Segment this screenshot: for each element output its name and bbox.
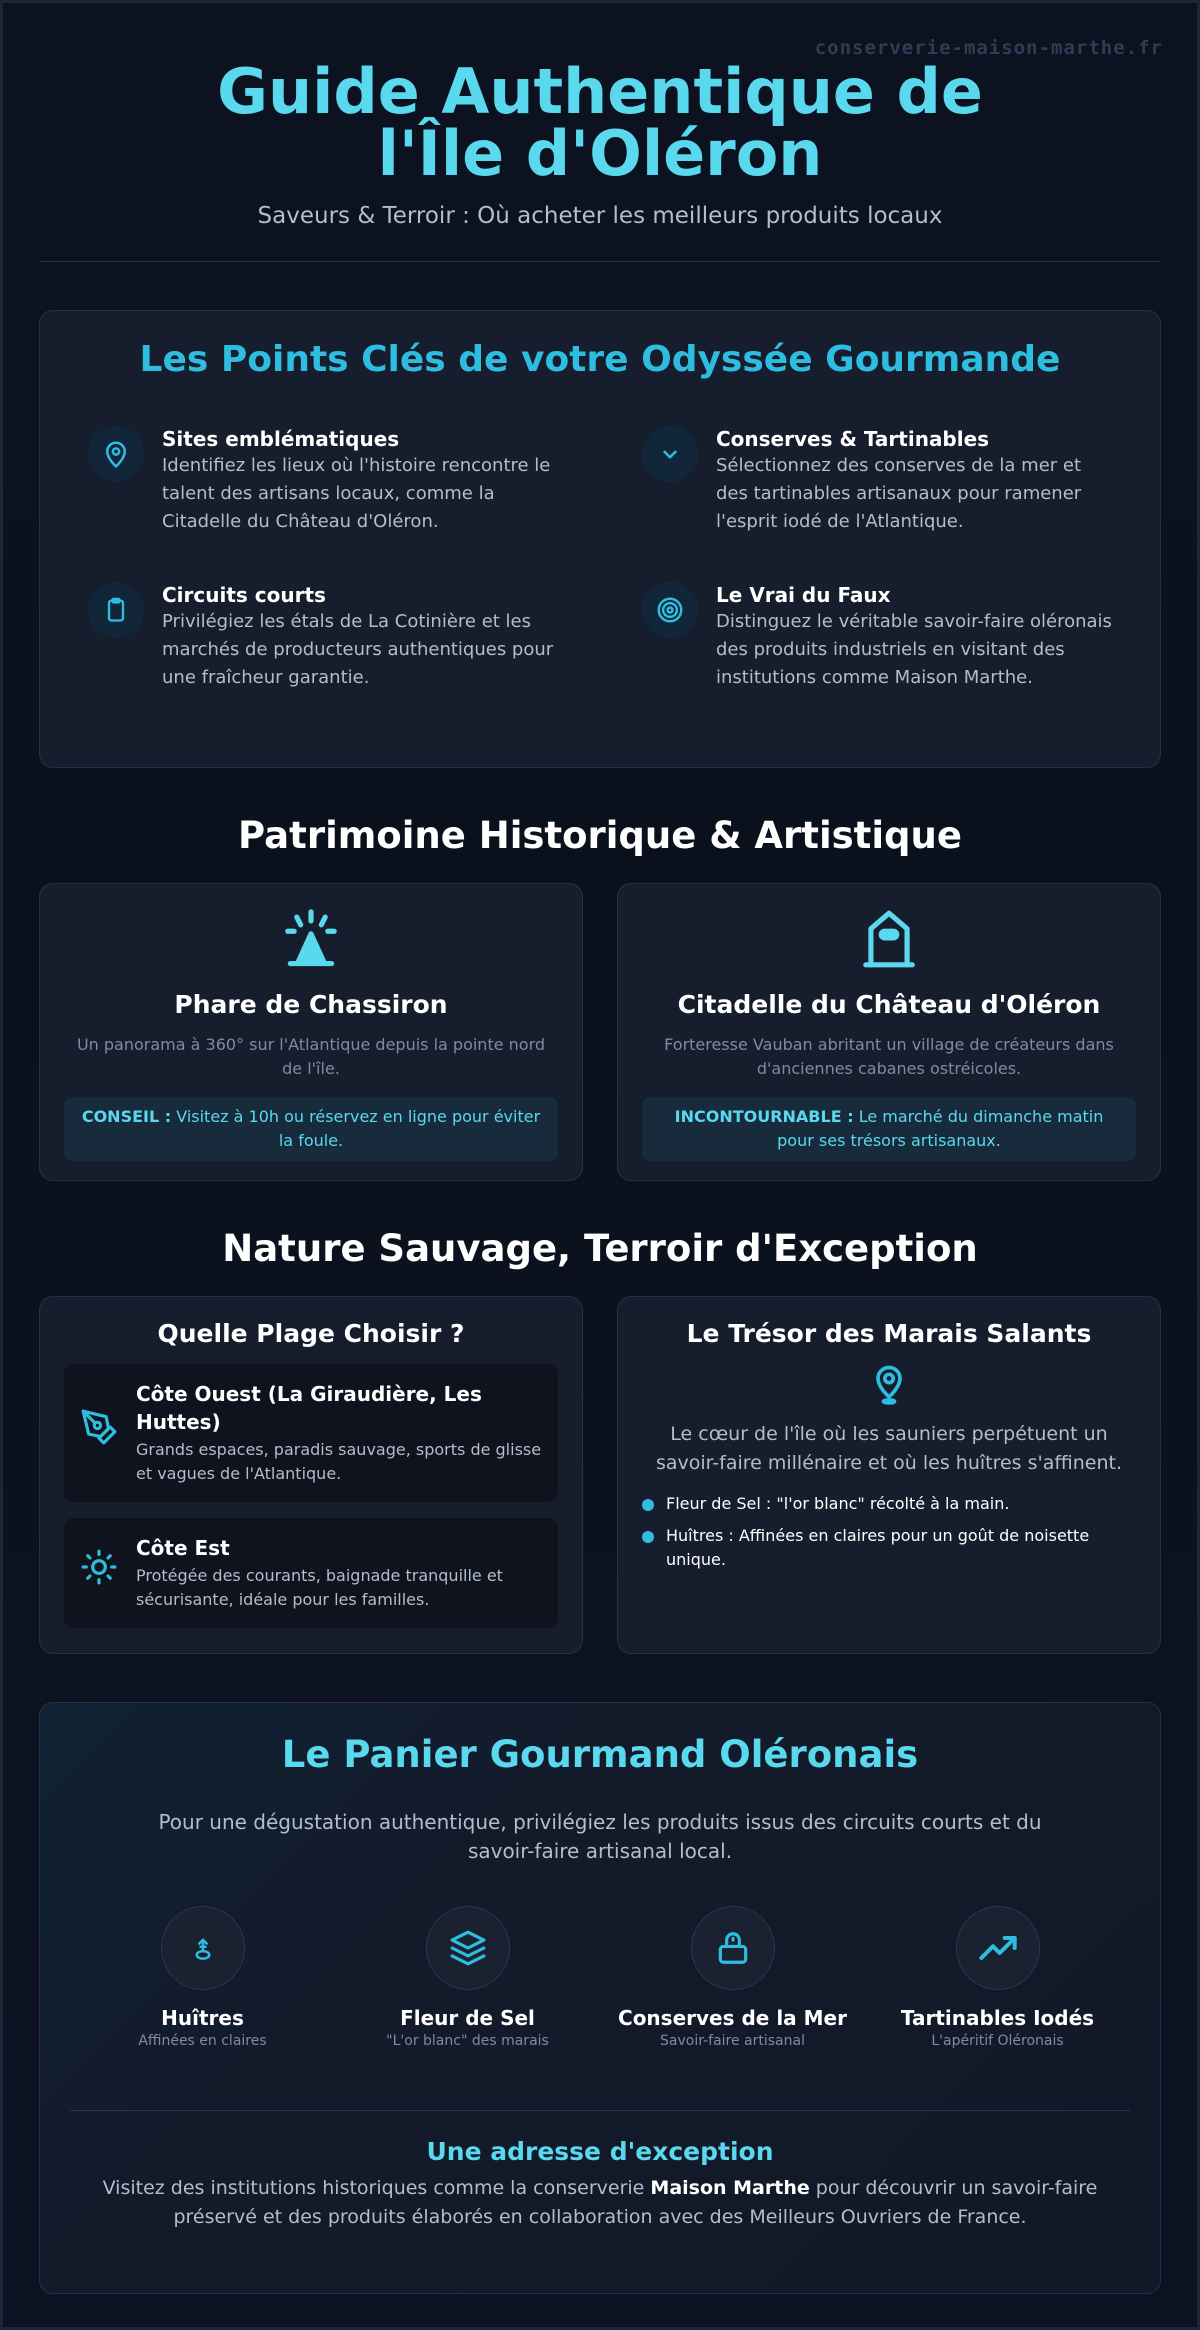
keypoints-grid [88,426,1112,692]
location-pin-icon [642,1362,1136,1406]
address-text [70,2174,1130,2232]
address-after: pour découvrir un savoir-faire préservé et des produits élaborés en collaboration avec des Meilleurs Ouvriers de France. [173,2177,1098,2228]
keypoints-card [39,310,1161,768]
keypoint-text: Identifiez les lieux où l'histoire rencontre le talent des artisans locaux, comme la Citadelle du Château d'Oléron. [162,455,551,532]
basket-intro: Pour une dégustation authentique, privilégiez les produits issus des circuits courts et du savoir-faire artisanal local. [158,1810,1042,1863]
product-list [70,1906,1130,2050]
keypoint-title: Sites emblématiques [162,427,400,451]
salt-list-text: Huîtres : Affinées en claires pour un goût de noisette unique. [666,1526,1090,1569]
product-item [335,1906,600,2050]
keypoint-item [88,582,562,692]
product-item [70,1906,335,2050]
heritage-card-chassiron [39,883,583,1181]
keypoint-item [642,582,1116,692]
bullet-dot [642,1499,654,1511]
beach-item-west [64,1364,558,1502]
nature-grid [39,1296,1161,1654]
keypoint-text: Distinguez le véritable savoir-faire oléronais des produits industriels en visitant des institutions comme Maison Marthe. [716,611,1112,688]
target-icon [642,582,698,638]
keypoint-title: Circuits courts [162,583,326,607]
product-name: Fleur de Sel [400,2006,535,2030]
heritage-card-desc: Forteresse Vauban abritant un village de créateurs dans d'anciennes cabanes ostréicoles. [664,1035,1114,1078]
basket-title: Le Panier Gourmand Oléronais [281,1733,919,1776]
trend-up-icon [956,1906,1040,1990]
lighthouse-icon [64,908,558,978]
basket-divider [70,2110,1130,2111]
heritage-card-title: Citadelle du Château d'Oléron [677,990,1101,1019]
product-item [600,1906,865,2050]
keypoint-item [642,426,1116,536]
keypoint-text: Privilégiez les étals de La Cotinière et les marchés de producteurs authentiques pour une fraîcheur garantie. [162,611,554,688]
product-sub: Affinées en claires [138,2033,267,2049]
salt-list-item [642,1524,1136,1572]
salt-list-item [642,1492,1136,1516]
basket-card [39,1702,1161,2294]
heritage-card-desc: Un panorama à 360° sur l'Atlantique depuis la pointe nord de l'île. [76,1035,546,1078]
page-title: Guide Authentique de l'Île d'Oléron [217,55,983,190]
jar-icon [691,1906,775,1990]
salt-text: Le cœur de l'île où les sauniers perpétuent un savoir-faire millénaire et où les huîtres s'affinent. [655,1423,1123,1474]
sun-icon [80,1548,120,1586]
heritage-title: Patrimoine Historique & Artistique [238,814,962,857]
nature-title: Nature Sauvage, Terroir d'Exception [222,1227,978,1270]
salt-marsh-card [617,1296,1161,1654]
tip-text: Le marché du dimanche matin pour ses trésors artisanaux. [777,1107,1104,1150]
layers-icon [426,1906,510,1990]
heritage-card-title: Phare de Chassiron [174,990,448,1019]
header-divider [39,261,1161,262]
heritage-card-citadelle [617,883,1161,1181]
beach-title: Côte Ouest (La Giraudière, Les Huttes) [136,1382,482,1434]
tip-text: Visitez à 10h ou réservez en ligne pour éviter la foule. [176,1107,541,1150]
product-name: Huîtres [161,2006,244,2030]
keypoint-text: Sélectionnez des conserves de la mer et des tartinables artisanaux pour ramener l'esprit iodé de l'Atlantique. [716,455,1082,532]
beaches-title: Quelle Plage Choisir ? [157,1319,465,1348]
heritage-tip [64,1097,558,1161]
salt-list [642,1492,1136,1572]
product-name: Conserves de la Mer [618,2006,847,2030]
address-title: Une adresse d'exception [426,2137,774,2166]
keypoint-title: Conserves & Tartinables [716,427,990,451]
product-sub: "L'or blanc" des marais [386,2033,549,2049]
product-name: Tartinables Iodés [900,2006,1095,2030]
chevron-down-icon [642,426,698,482]
oyster-icon [161,1906,245,1990]
beach-text: Grands espaces, paradis sauvage, sports de glisse et vagues de l'Atlantique. [136,1440,542,1483]
heritage-tip [642,1097,1136,1161]
pen-tool-icon [80,1408,120,1446]
tip-label: INCONTOURNABLE : [674,1107,854,1126]
address-brand: Maison Marthe [650,2177,810,2199]
map-pin-icon [88,426,144,482]
keypoint-item [88,426,562,536]
address-before: Visitez des institutions historiques comme la conserverie [102,2177,651,2199]
fortress-icon [642,908,1136,978]
heritage-grid [39,883,1161,1181]
bullet-dot [642,1531,654,1543]
beach-title: Côte Est [136,1536,230,1560]
product-sub: L'apéritif Oléronais [931,2033,1064,2049]
salt-title: Le Trésor des Marais Salants [686,1319,1092,1348]
product-item [865,1906,1130,2050]
product-sub: Savoir-faire artisanal [660,2033,805,2049]
keypoints-title: Les Points Clés de votre Odyssée Gourmande [139,339,1061,380]
site-domain[interactable]: conserverie-maison-marthe.fr [814,37,1163,59]
beach-text: Protégée des courants, baignade tranquille et sécurisante, idéale pour les familles. [136,1566,503,1609]
beaches-card [39,1296,583,1654]
page-subtitle: Saveurs & Terroir : Où acheter les meilleurs produits locaux [257,203,943,229]
beach-item-east [64,1518,558,1628]
clipboard-icon [88,582,144,638]
tip-label: CONSEIL : [81,1107,172,1126]
salt-list-text: Fleur de Sel : "l'or blanc" récolté à la main. [666,1494,1010,1513]
keypoint-title: Le Vrai du Faux [716,583,891,607]
